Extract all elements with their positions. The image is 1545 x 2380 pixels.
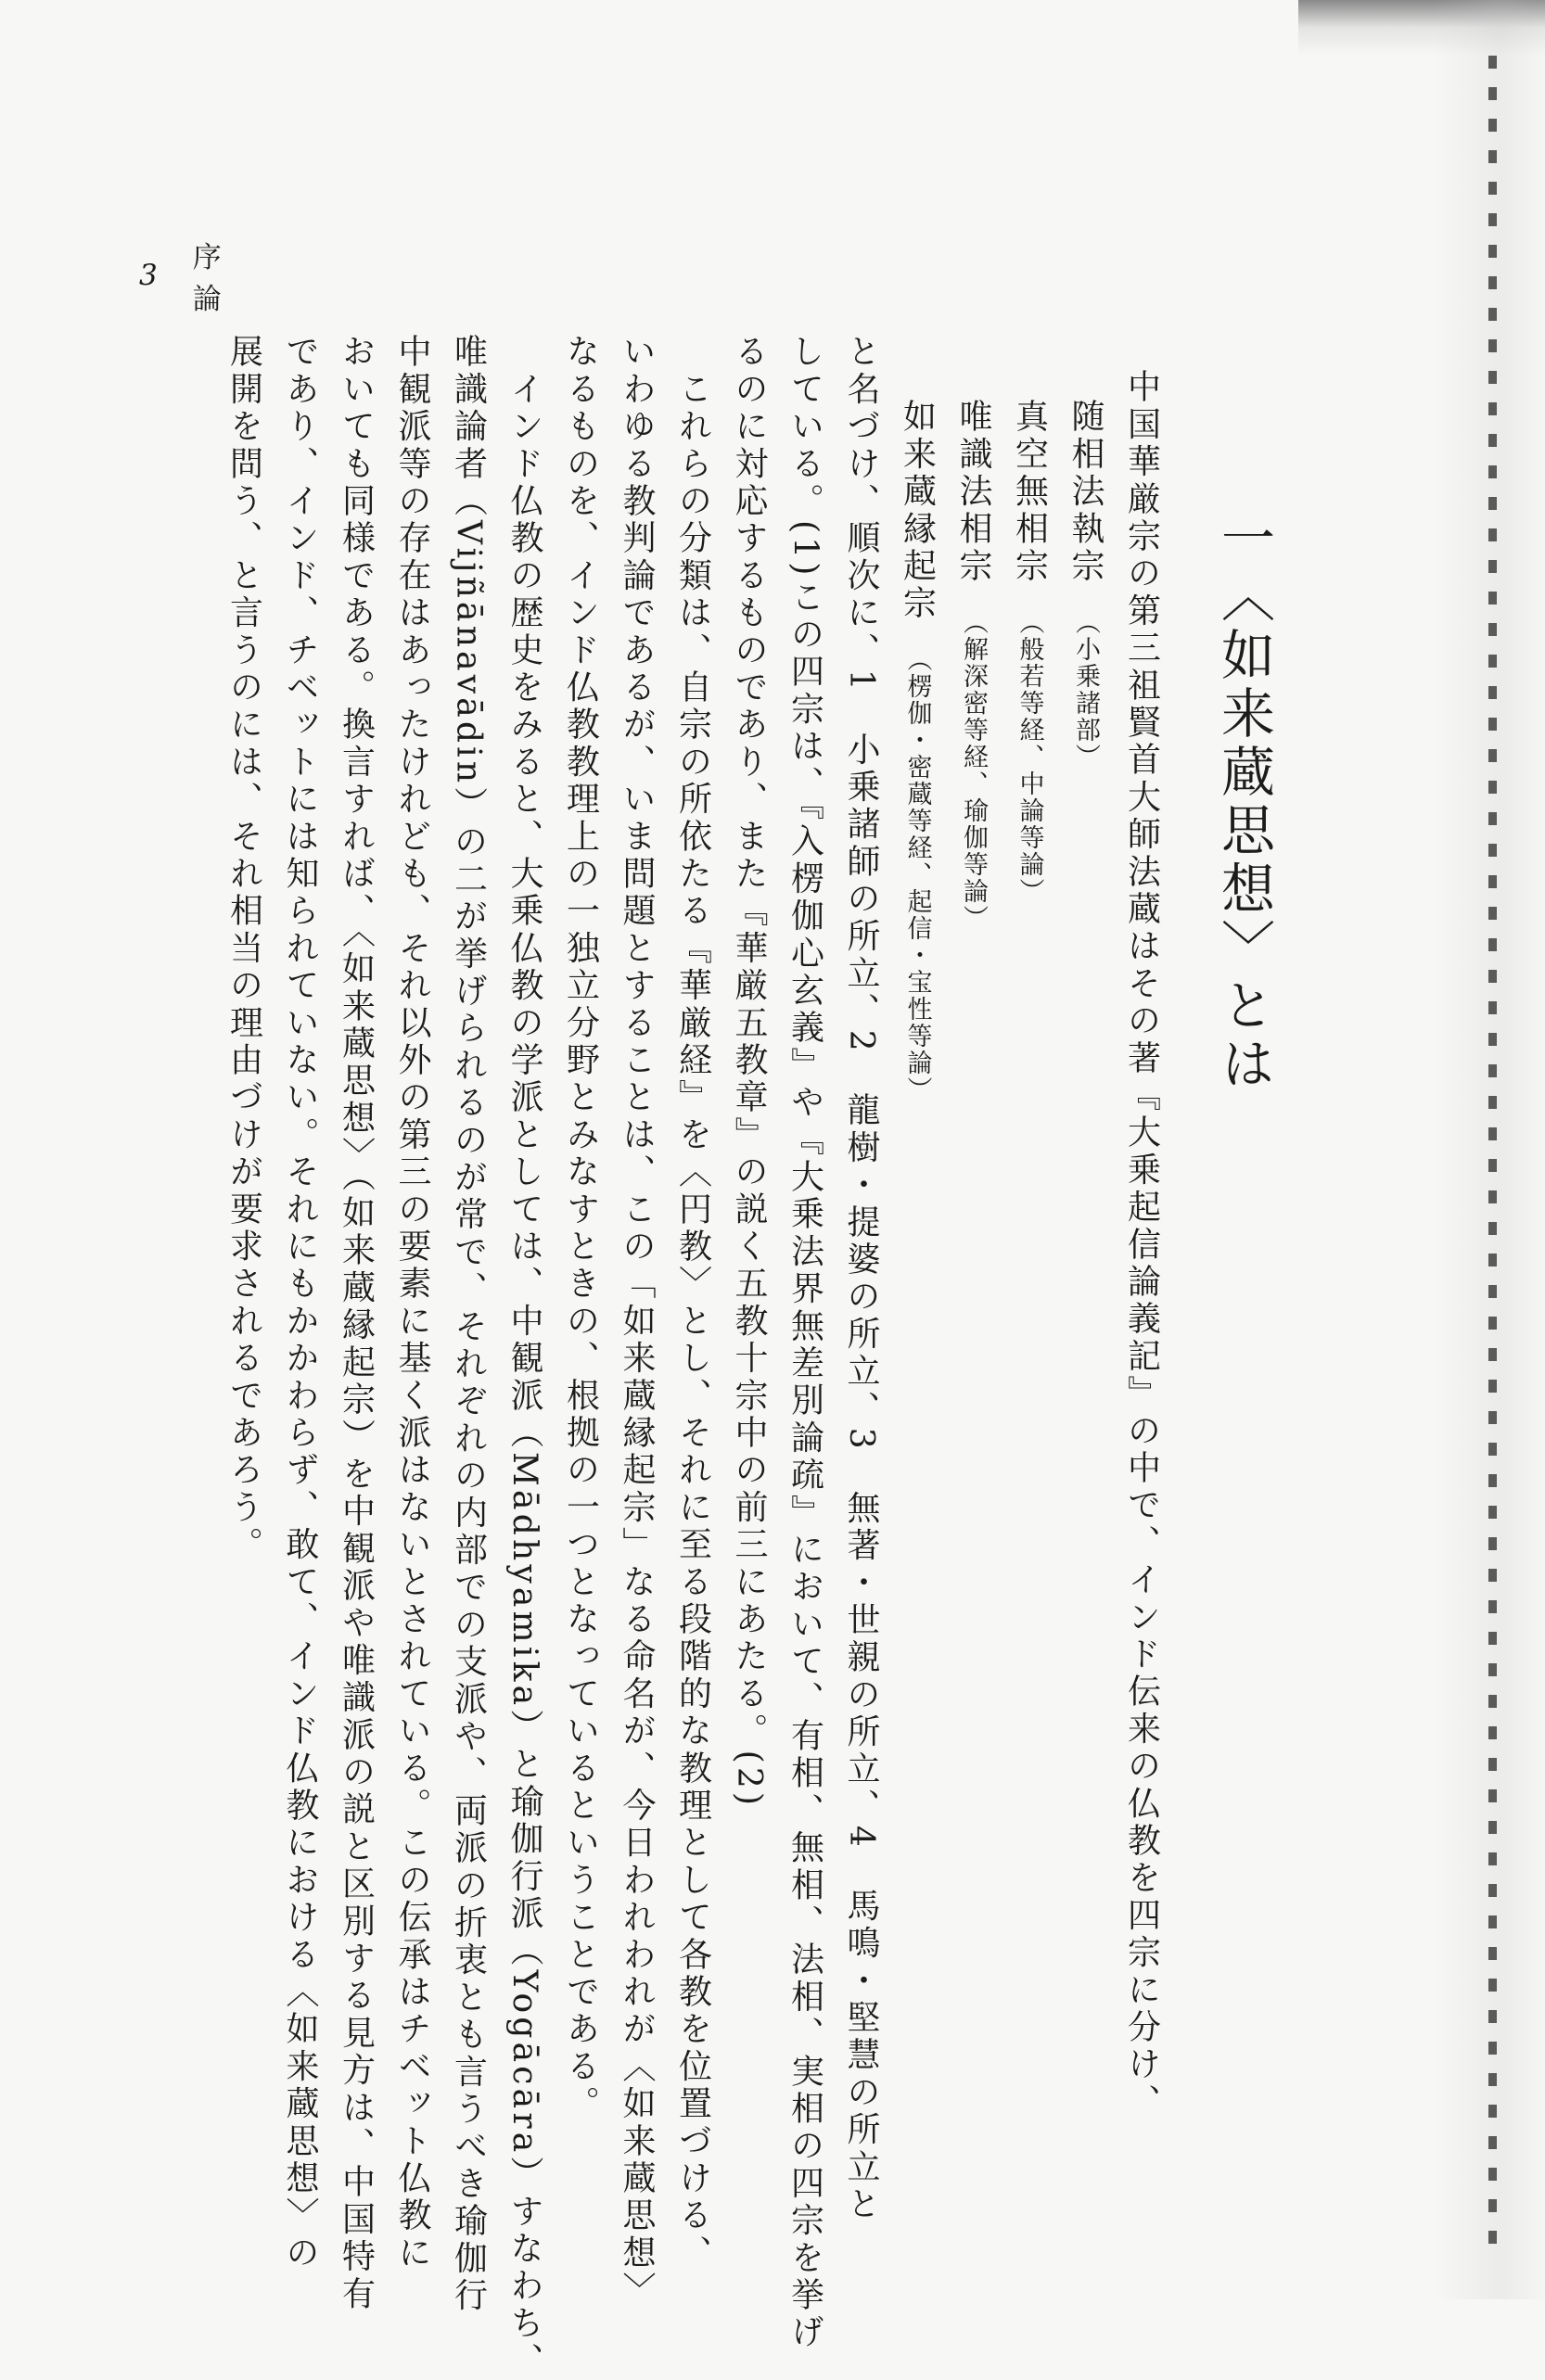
sect-sources: （楞伽・密蔵等経、起信・宝性等論） xyxy=(902,646,932,1104)
sect-name: 真空無相宗 xyxy=(1010,399,1049,585)
sect-item xyxy=(888,334,945,2095)
body-line: なるものを、インド仏教教理上の一独立分野とみなすときの、根拠の一つとなっているということである。 xyxy=(561,334,600,2123)
sect-sources: （解深密等経、瑜伽等論） xyxy=(959,609,988,932)
page-number: 3 xyxy=(139,259,158,292)
section-label: 序論 xyxy=(192,241,342,316)
sect-item xyxy=(945,334,1002,2095)
binding-marks xyxy=(1488,56,1497,2262)
body-line: いわゆる教判論であるが、いま問題とすることは、この「如来蔵縁起宗」なる命名が、今日われわれが〈如来蔵思想〉 xyxy=(618,334,656,2310)
sect-item xyxy=(1001,334,1057,2095)
sect-name: 如来蔵縁起宗 xyxy=(898,399,937,623)
intro-line: 中国華厳宗の第三祖賢首大師法蔵はその著『大乗起信論義記』の中で、インド伝来の仏教を四宗に分け、 xyxy=(1122,369,1161,2121)
sect-sources: （小乗諸部） xyxy=(1071,609,1100,770)
sect-sources: （般若等経、中論等論） xyxy=(1015,609,1044,905)
body-line: と名づけ、順次に、1 小乗諸師の所立、2 龍樹・提婆の所立、3 無著・世親の所立、4 馬鳴・堅慧の所立と xyxy=(842,334,880,2224)
running-header xyxy=(139,241,380,316)
vertical-text-body xyxy=(215,334,1275,2380)
sect-name: 唯識法相宗 xyxy=(954,399,992,585)
body-line: インド仏教の歴史をみると、大乗仏教の学派としては、中観派（Mādhyamika）と瑜伽行派（Yogācāra）すなわち、 xyxy=(505,334,543,2380)
sect-item xyxy=(1057,334,1114,2095)
body-line: るのに対応するものであり、また『華厳五教章』の説く五教十宗中の前三にあたる。(2) xyxy=(730,334,768,1810)
sect-name: 随相法執宗 xyxy=(1066,399,1104,585)
body-line: おいても同様である。換言すれば、〈如来蔵思想〉（如来蔵縁起宗）を中観派や唯識派の説と区別する見方は、中国特有 xyxy=(337,334,376,2313)
body-line: であり、インド、チベットには知られていない。それにもかかわらず、敢て、インド仏教における〈如来蔵思想〉の xyxy=(281,334,319,2272)
body-line: している。(1)この四宗は、『入楞伽心玄義』や『大乗法界無差別論疏』において、有相、無相、法相、実相の四宗を挙げ xyxy=(785,334,824,2352)
body-line: これらの分類は、自宗の所依たる『華厳経』を〈円教〉とし、それに至る段階的な教理として各教を位置づける、 xyxy=(673,334,712,2272)
section-title: 一〈如来蔵思想〉とは xyxy=(1212,510,1275,1094)
body-line: 中観派等の存在はあったけれども、それ以外の第三の要素に基く派はないとされている。この伝承はチベット仏教に xyxy=(393,334,431,2272)
body-line: 展開を問う、と言うのには、それ相当の理由づけが要求されるであろう。 xyxy=(224,334,263,1564)
scan-edge xyxy=(1434,0,1545,2299)
body-line: 唯識論者（Vijñānavādin）の二が挙げられるのが常で、それぞれの内部での支派や、両派の折衷とも言うべき瑜伽行 xyxy=(449,334,488,2315)
